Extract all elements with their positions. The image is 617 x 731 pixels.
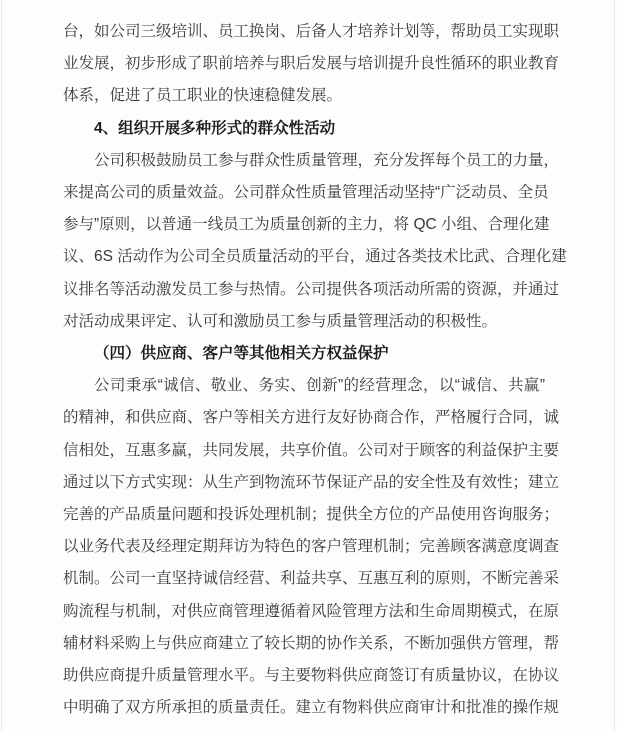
text-line: 完善的产品质量问题和投诉处理机制；提供全方位的产品使用咨询服务； — [63, 506, 560, 524]
text-line: 助供应商提升质量管理水平。与主要物料供应商签订有质量协议，在协议 — [63, 667, 560, 685]
text-line: 参与”原则，以普通一线员工为质量创新的主力，将 QC 小组、合理化建 — [63, 216, 550, 234]
text-column — [63, 16, 567, 724]
text-line: 公司积极鼓励员工参与群众性质量管理，充分发挥每个员工的力量， — [94, 151, 560, 169]
text-line: 议、6S 活动作为公司全员质量活动的平台，通过各类技术比武、合理化建 — [63, 248, 567, 266]
paragraph-mass-quality-activities — [63, 145, 567, 338]
text-line: 来提高公司的质量效益。公司群众性质量管理活动坚持“广泛动员、全员 — [63, 184, 549, 202]
text-line: 的精神，和供应商、客户等相关方进行友好协商合作，严格履行合同，诚 — [63, 409, 560, 427]
page-left-edge-rule — [1, 0, 2, 731]
text-line: 信相处，互惠多赢，共同发展，共享价值。公司对于顾客的利益保护主要 — [63, 441, 560, 459]
text-line: 中明确了双方所承担的质量责任。建立有物料供应商审计和批准的操作规 — [63, 699, 560, 717]
text-line: 通过以下方式实现：从生产到物流环节保证产品的安全性及有效性；建立 — [63, 473, 560, 491]
text-line: 对活动成果评定、认可和激励员工参与质量管理活动的积极性。 — [63, 312, 498, 330]
text-line: 机制。公司一直坚持诚信经营、利益共享、互惠互利的原则，不断完善采 — [63, 570, 560, 588]
paragraph-supplier-customer-protection — [63, 370, 560, 724]
text-line: 议排名等活动激发员工参与热情。公司提供各项活动所需的资源，并通过 — [63, 280, 560, 298]
text-line: 购流程与机制，对供应商管理遵循着风险管理方法和生命周期模式，在原 — [63, 602, 560, 620]
text-line: 体系，促进了员工职业的快速稳健发展。 — [63, 87, 343, 105]
text-line: 公司秉承“诚信、敬业、务实、创新”的经营理念，以“诚信、共赢” — [94, 377, 545, 395]
section-heading-mass-activities: 4、组织开展多种形式的群众性活动 — [94, 119, 336, 137]
text-line: 业发展，初步形成了职前培养与职后发展与培训提升良性循环的职业教育 — [63, 55, 560, 73]
text-line: 以业务代表及经理定期拜访为特色的客户管理机制；完善顾客满意度调查 — [63, 538, 560, 556]
paragraph-training-continuation — [63, 16, 560, 113]
section-heading-stakeholder-protection: （四）供应商、客户等其他相关方权益保护 — [94, 345, 389, 363]
page-right-edge-rule — [614, 0, 615, 731]
text-line: 辅材料采购上与供应商建立了较长期的协作关系，不断加强供方管理，帮 — [63, 634, 560, 652]
text-line: 台，如公司三级培训、员工换岗、后备人才培养计划等，帮助员工实现职 — [63, 23, 560, 40]
